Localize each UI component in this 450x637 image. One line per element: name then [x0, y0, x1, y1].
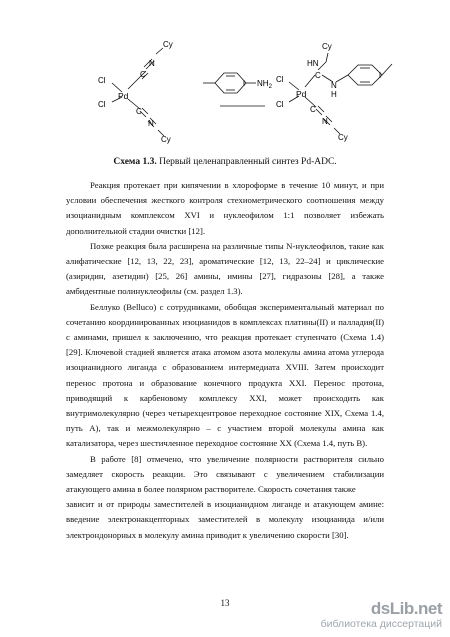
reaction-scheme [60, 20, 400, 150]
c-label: C [315, 71, 321, 80]
cl-label: Cl [276, 100, 284, 109]
cy-label: Cy [322, 42, 332, 51]
paragraph: зависит и от природы заместителей в изоцианидном лиганде и атакующем амине: введение электронакцепторных заместителей в молекулу изоцианида и/или электрондонорных в молекулу амина приводит к увеличению скорости [30]. [66, 499, 384, 540]
n-label: N [331, 81, 337, 90]
cl-label: Cl [98, 76, 106, 85]
h-label: H [331, 90, 337, 99]
n-label: N [149, 59, 155, 68]
cy-label: Cy [161, 135, 171, 144]
c-label: C [136, 107, 142, 116]
caption-text: Первый целенаправленный синтез Pd-ADC. [156, 157, 337, 167]
nh2-label: $NH_2$ [257, 79, 272, 90]
scheme-drawing [60, 20, 400, 150]
paragraph: Беллуко (Belluco) с сотрудниками, обобщая экспериментальный материал по сочетанию координированных изоцианидов в комплексах платины(II) и палладия(II) с аминами, пришел к заключению, что реакция протекает ступенчато (Схема 1.4) [29]. Ключевой стадией является атака атомом азота молекулы амина атома углерода изоцианидного лиганда с образованием интермедиата XVIII. Затем происходит перенос протона и образование конечного продукта XXI. Перенос протона, приводящий к карбеновому комплексу XXI, может происходить как внутримолекулярно (через четырехцентровое переходное состояние XIX, Схема 1.4, путь А), так и межмолекулярно – с участием второй молекулы амина как катализатора, через шестичленное переходное состояние XX (Схема 1.4, путь В). [66, 301, 384, 449]
scheme-caption [0, 156, 450, 169]
pd-label: Pd [118, 91, 129, 101]
watermark [321, 600, 442, 630]
c-label: C [310, 105, 316, 114]
cl-label: Cl [276, 75, 284, 84]
page-number: 13 [220, 598, 230, 608]
cy-label: Cy [338, 133, 348, 142]
paragraph: Реакция протекает при кипячении в хлороформе в течение 10 минут, и при условии обеспечения жесткого контроля стехиометрического соотношения между изоцианидным комплексом XVI и нуклеофилом 1:1 позволяет избежать дополнительной стадии очистки [12]. [66, 180, 384, 236]
watermark-tagline: библиотека диссертаций [320, 618, 442, 630]
pd-label: Pd [296, 89, 307, 99]
watermark-logo: dsLib.net [370, 599, 442, 618]
hn-label: HN [307, 59, 319, 68]
body-text [66, 178, 384, 543]
n-label: N [322, 117, 328, 126]
n-label: N [148, 119, 154, 128]
paragraph: В работе [8] отмечено, что увеличение полярности растворителя сильно замедляет скорость реакции. Это связывают с увеличением стабилизации атакующего амина в более полярном растворителе. Скорость сочетания также [66, 453, 384, 495]
caption-label: Схема 1.3. [113, 157, 157, 167]
cy-label: Cy [163, 40, 173, 49]
paragraph: Позже реакция была расширена на различные типы N-нуклеофилов, такие как алифатические [12, 13, 22, 23], ароматические [12, 13, 22–24] и циклические (азиридин, азетидин) [25, 26] амины, имины [27], гидразоны [28], а также амбидентные полинуклеофилы (см. раздел 1.3). [66, 240, 384, 297]
c-label: C [140, 70, 146, 79]
cl-label: Cl [98, 100, 106, 109]
